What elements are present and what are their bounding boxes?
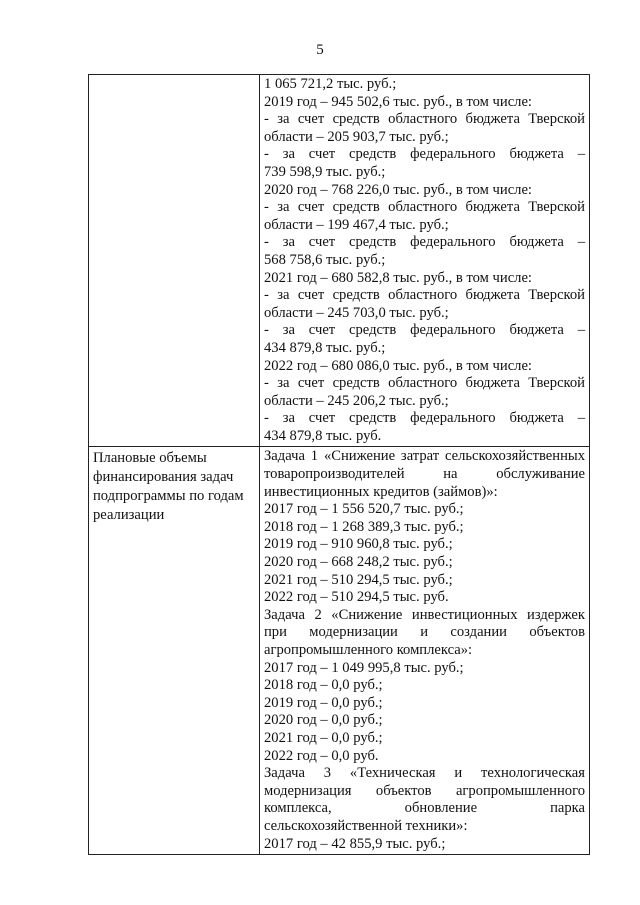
- text-line: области – 205 903,7 тыс. руб.;: [264, 128, 449, 145]
- text-line: 2022 год – 680 086,0 тыс. руб., в том числе:: [264, 357, 532, 374]
- text-line: комплекса, обновление парка: [264, 800, 585, 817]
- value-text: [260, 447, 589, 854]
- text-line: Задача 2 «Снижение инвестиционных издержек: [264, 606, 585, 623]
- text-line: Задача 3 «Техническая и технологическая: [264, 765, 585, 782]
- text-line: 2017 год – 1 556 520,7 тыс. руб.;: [264, 501, 464, 518]
- text-line: 2017 год – 42 855,9 тыс. руб.;: [264, 835, 446, 852]
- text-line: 2018 год – 1 268 389,3 тыс. руб.;: [264, 518, 464, 535]
- label-cell: [89, 75, 260, 447]
- text-line: 568 758,6 тыс. руб.;: [264, 251, 386, 268]
- text-line: товаропроизводителей на обслуживание: [264, 466, 585, 483]
- value-cell: [260, 75, 590, 447]
- text-line: 2020 год – 668 248,2 тыс. руб.;: [264, 554, 453, 571]
- text-line: Задача 1 «Снижение затрат сельскохозяйственных: [264, 448, 585, 465]
- text-line: 2019 год – 945 502,6 тыс. руб., в том числе:: [264, 93, 532, 110]
- row-label: Плановые объемы финансирования задач подпрограммы по годам реализации: [93, 450, 244, 524]
- text-line: инвестиционных кредитов (займов)»:: [264, 483, 498, 500]
- table-row: [89, 75, 590, 447]
- text-line: - за счет средств областного бюджета Тверской: [264, 375, 585, 392]
- text-line: 2021 год – 680 582,8 тыс. руб., в том числе:: [264, 269, 532, 286]
- table-body: [89, 75, 590, 855]
- text-line: - за счет средств федерального бюджета –: [264, 322, 585, 339]
- text-line: - за счет средств областного бюджета Тверской: [264, 199, 585, 216]
- text-line: области – 245 206,2 тыс. руб.;: [264, 392, 449, 409]
- text-line: 2022 год – 0,0 руб.: [264, 747, 379, 764]
- passport-table: [88, 74, 590, 855]
- table-row: [89, 447, 590, 855]
- text-line: области – 199 467,4 тыс. руб.;: [264, 216, 449, 233]
- text-line: 434 879,8 тыс. руб.: [264, 427, 382, 444]
- page-number: 5: [316, 42, 324, 58]
- row-label: [89, 75, 259, 77]
- text-line: 2017 год – 1 049 995,8 тыс. руб.;: [264, 659, 464, 676]
- text-line: модернизация объектов агропромышленного: [264, 782, 585, 799]
- text-line: 434 879,8 тыс. руб.;: [264, 339, 386, 356]
- value-cell: [260, 447, 590, 855]
- text-line: - за счет средств областного бюджета Тверской: [264, 111, 585, 128]
- text-line: при модернизации и создании объектов: [264, 624, 585, 641]
- text-line: - за счет средств областного бюджета Тверской: [264, 287, 585, 304]
- text-line: - за счет средств федерального бюджета –: [264, 146, 585, 163]
- text-line: 2022 год – 510 294,5 тыс. руб.: [264, 589, 449, 606]
- text-line: - за счет средств федерального бюджета –: [264, 410, 585, 427]
- text-line: 2019 год – 0,0 руб.;: [264, 694, 383, 711]
- text-line: - за счет средств федерального бюджета –: [264, 234, 585, 251]
- value-text: [260, 75, 589, 446]
- text-line: 2021 год – 0,0 руб.;: [264, 729, 383, 746]
- text-line: агропромышленного комплекса»:: [264, 642, 473, 658]
- text-line: 739 598,9 тыс. руб.;: [264, 163, 386, 180]
- text-line: 2020 год – 768 226,0 тыс. руб., в том числе:: [264, 181, 532, 198]
- text-line: 1 065 721,2 тыс. руб.;: [264, 76, 397, 92]
- text-line: 2019 год – 910 960,8 тыс. руб.;: [264, 536, 453, 553]
- text-line: 2020 год – 0,0 руб.;: [264, 712, 383, 729]
- text-line: области – 245 703,0 тыс. руб.;: [264, 304, 449, 321]
- text-line: 2021 год – 510 294,5 тыс. руб.;: [264, 571, 453, 588]
- label-cell: [89, 447, 260, 855]
- text-line: 2018 год – 0,0 руб.;: [264, 677, 383, 694]
- text-line: сельскохозяйственной техники»:: [264, 817, 468, 834]
